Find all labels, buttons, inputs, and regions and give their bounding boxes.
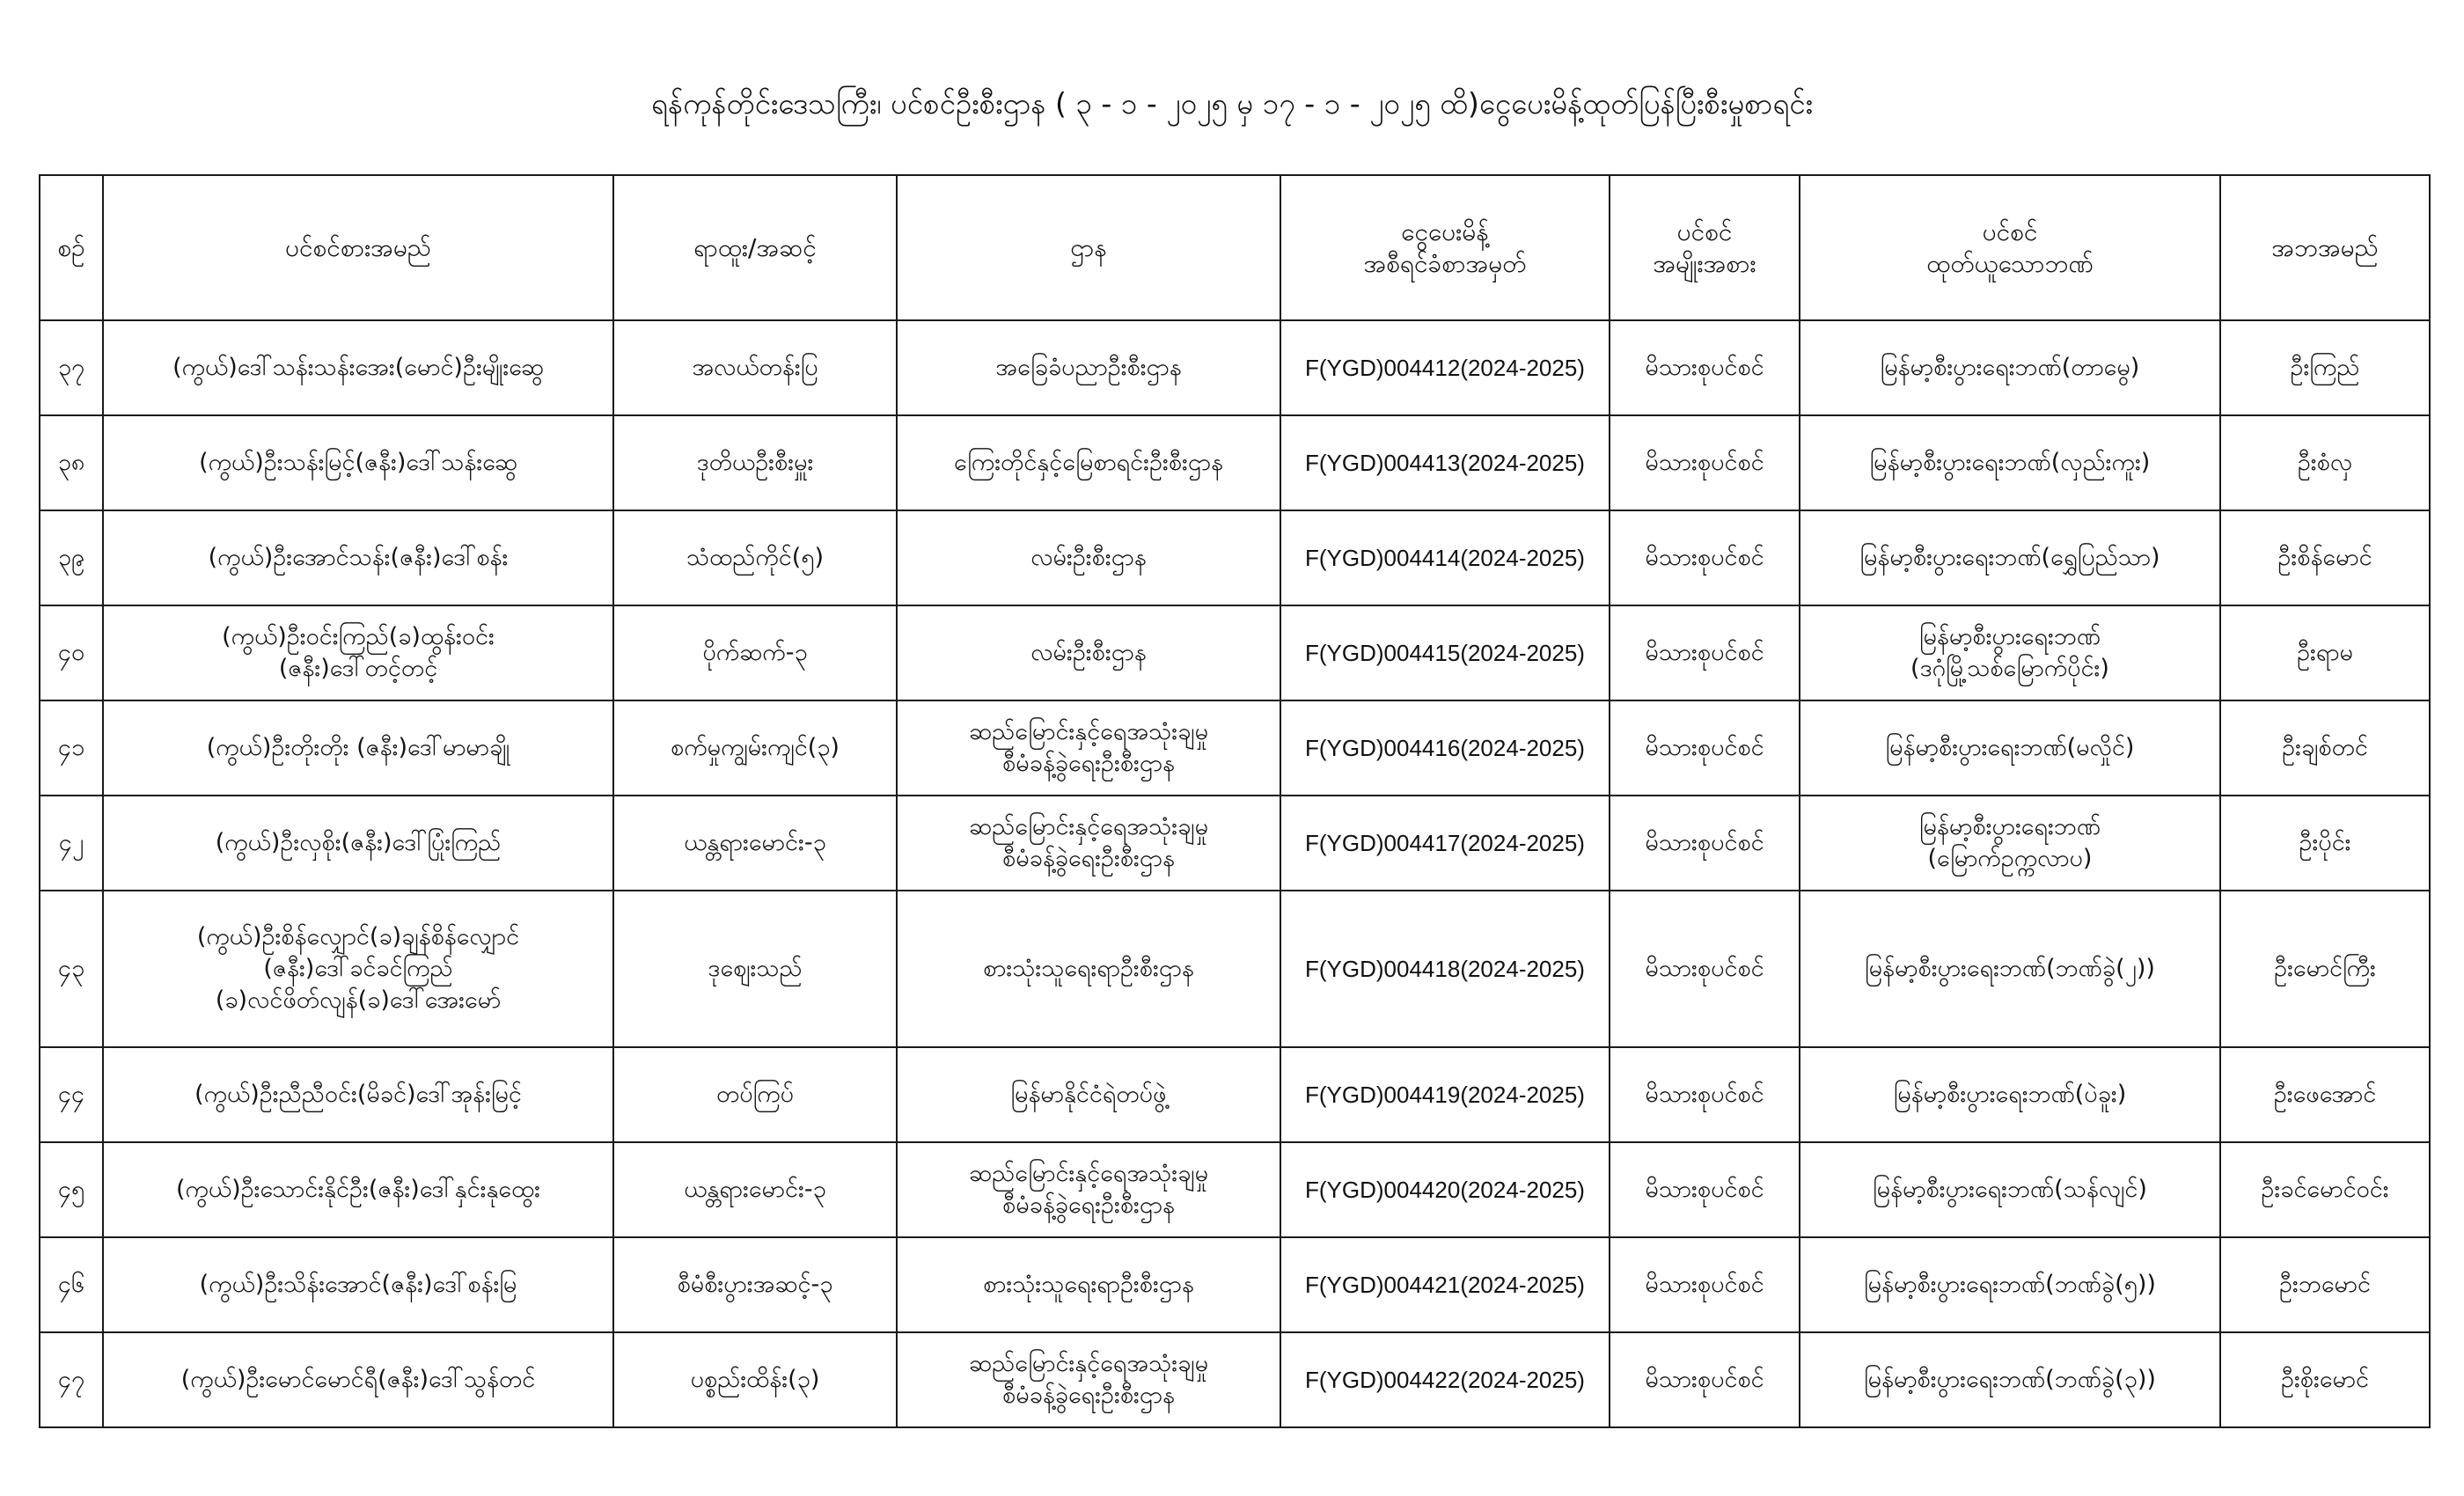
cell-line: ၄၂ [58,829,84,856]
cell-line: ပင်စင် [1982,216,2038,246]
cell-line: စားသုံးသူရေးရာဦးစီးဌာန [983,1271,1194,1298]
cell-line: (မြောက်ဥက္ကလာပ) [1927,845,2093,872]
cell-line: ပိုက်ဆက်-၃ [702,639,808,666]
cell-line: (ကွယ်)ဦးလှစိုး(ဇနီး)ဒေါ်ပြုံးကြည် [215,829,502,856]
cell-line: စီမံခန့်ခွဲရေးဦးစီးဌာန [1002,1192,1175,1219]
bank-cell [1800,1237,2220,1332]
father-name-cell [2220,1142,2430,1237]
bank-cell [1800,510,2220,605]
cell-line: ဦးရာမ [2297,639,2353,666]
cell-line: တပ်ကြပ် [715,1081,795,1108]
cell-line: ၄၆ [57,1271,85,1298]
cell-line: ပင်စင်စားအမည် [285,232,431,262]
payment-order-no-cell [1280,1237,1610,1332]
cell-line: (ကွယ်)ဦးသိန်းအောင်(ဇနီး)ဒေါ်စန်းမြ [199,1271,517,1298]
table-row [40,605,2430,700]
pension-type-cell [1610,891,1800,1047]
father-name-cell [2220,605,2430,700]
pension-type-cell [1610,1332,1800,1427]
payment-order-no-cell [1280,796,1610,891]
cell-line: (ကွယ်)ဦးညီညီဝင်း(မိခင်)ဒေါ်အုန်းမြင့် [194,1081,522,1108]
cell-line: မိသားစုပင်စင် [1645,354,1764,381]
cell-line: ၃၈ [57,449,85,476]
rank-cell [613,1047,897,1142]
bank-cell [1800,320,2220,415]
cell-line: ၄၅ [57,1176,85,1203]
father-name-cell [2220,796,2430,891]
cell-line: ဦးစံလှ [2297,449,2353,476]
header-rank [613,175,897,320]
cell-line: မိသားစုပင်စင် [1645,1176,1764,1203]
cell-line: (ကွယ်)ဦးစိန်လျှောင်(ခ)ချန်စိန်လျှောင် [196,923,520,950]
pensioner-name-cell [103,700,613,796]
pension-type-cell [1610,320,1800,415]
cell-line: မြန်မာ့စီးပွားရေးဘဏ်(ပဲခူး) [1893,1081,2127,1108]
father-name-cell [2220,700,2430,796]
cell-line: မိသားစုပင်စင် [1645,1271,1764,1298]
cell-line: မြန်မာ့စီးပွားရေးဘဏ်(ဘဏ်ခွဲ(၂)) [1865,955,2155,982]
cell-line: မြန်မာ့စီးပွားရေးဘဏ်(လှည်းကူး) [1869,449,2151,476]
page-title: ရန်ကုန်တိုင်းဒေသကြီး၊ ပင်စင်ဦးစီးဌာန ( ၃ - ၁ - ၂၀၂၅ မှ ၁၇ - ၁ - ၂၀၂၅ ထိ)ငွေပေးမိန့်ထုတ်ပြန်ပြီးစီးမှုစာရင်း [651,86,1813,121]
cell-line: ၃၉ [57,544,85,571]
cell-line: F(YGD)004419(2024-2025) [1305,1082,1585,1108]
bank-cell [1800,605,2220,700]
rank-cell [613,700,897,796]
cell-line: ဦးဖေအောင် [2273,1081,2377,1108]
department-cell [897,510,1280,605]
cell-line: စီမံစီးပွားအဆင့်-၃ [677,1271,833,1298]
cell-line: ၄၇ [57,1366,85,1393]
cell-line: F(YGD)004420(2024-2025) [1305,1177,1585,1203]
table-body [40,320,2430,1427]
cell-line: ၄၁ [57,734,85,761]
cell-line: မိသားစုပင်စင် [1645,829,1764,856]
pension-type-cell [1610,510,1800,605]
header-pensioner-name [103,175,613,320]
cell-line: စဉ် [57,232,85,262]
father-name-cell [2220,1237,2430,1332]
serial-no-cell [40,891,103,1047]
header-pension-type [1610,175,1800,320]
pension-type-cell [1610,605,1800,700]
cell-line: စီမံခန့်ခွဲရေးဦးစီးဌာန [1002,1382,1175,1409]
father-name-cell [2220,891,2430,1047]
cell-line: ၄၄ [57,1081,85,1108]
cell-line: F(YGD)004413(2024-2025) [1305,450,1585,476]
cell-line: ယန္တရားမောင်း-၃ [684,829,826,856]
table-row [40,1237,2430,1332]
cell-line: ပင်စင် [1676,216,1733,246]
serial-no-cell [40,320,103,415]
bank-cell [1800,796,2220,891]
pensioner-name-cell [103,415,613,510]
rank-cell [613,1332,897,1427]
cell-line: မြန်မာ့စီးပွားရေးဘဏ်(ဘဏ်ခွဲ(၃)) [1864,1366,2156,1393]
serial-no-cell [40,510,103,605]
cell-line: ဆည်မြောင်းနှင့်ရေအသုံးချမှု [968,718,1208,745]
payment-order-no-cell [1280,1142,1610,1237]
cell-line: လမ်းဦးစီးဌာန [1030,639,1147,666]
rank-cell [613,891,897,1047]
rank-cell [613,1142,897,1237]
bank-cell [1800,1332,2220,1427]
table-row [40,796,2430,891]
cell-line: အလယ်တန်းပြ [692,354,818,381]
cell-line: လမ်းဦးစီးဌာန [1030,544,1147,571]
cell-line: ဦးကြည် [2290,354,2360,381]
payment-order-no-cell [1280,320,1610,415]
department-cell [897,605,1280,700]
cell-line: F(YGD)004421(2024-2025) [1305,1272,1585,1298]
cell-line: ကြေးတိုင်နှင့်မြေစာရင်းဦးစီးဌာန [954,449,1223,476]
cell-line: (ဇနီး)ဒေါ်တင့်တင့် [278,655,438,682]
table-header-row [40,175,2430,320]
cell-line: ဆည်မြောင်းနှင့်ရေအသုံးချမှု [968,813,1208,840]
cell-line: မြန်မာ့စီးပွားရေးဘဏ်(တာမွေ) [1880,354,2140,381]
cell-line: မြန်မာ့စီးပွားရေးဘဏ်(ရွှေပြည်သာ) [1859,544,2160,571]
cell-line: ဆည်မြောင်းနှင့်ရေအသုံးချမှု [968,1350,1208,1377]
cell-line: မိသားစုပင်စင် [1645,734,1764,761]
bank-cell [1800,415,2220,510]
cell-line: မိသားစုပင်စင် [1645,544,1764,571]
header-bank [1800,175,2220,320]
cell-line: မြန်မာ့စီးပွားရေးဘဏ်(ဘဏ်ခွဲ(၅)) [1864,1271,2156,1298]
cell-line: F(YGD)004418(2024-2025) [1305,956,1585,982]
rank-cell [613,796,897,891]
cell-line: ဒုတိယဦးစီးမှူး [696,449,814,476]
payment-order-no-cell [1280,605,1610,700]
cell-line: မိသားစုပင်စင် [1645,1081,1764,1108]
bank-cell [1800,1047,2220,1142]
department-cell [897,1237,1280,1332]
payment-order-no-cell [1280,891,1610,1047]
cell-line: အမျိုးအစား [1653,248,1756,278]
cell-line: မြန်မာ့စီးပွားရေးဘဏ် [1918,813,2101,840]
payment-order-no-cell [1280,1332,1610,1427]
cell-line: ထုတ်ယူသောဘဏ် [1926,248,2094,278]
pensioner-name-cell [103,1332,613,1427]
cell-line: (ကွယ်)ဦးဝင်းကြည်(ခ)ထွန်းဝင်း [222,623,495,650]
pension-type-cell [1610,1237,1800,1332]
table-row [40,1332,2430,1427]
header-serial-no [40,175,103,320]
serial-no-cell [40,1047,103,1142]
cell-line: F(YGD)004422(2024-2025) [1305,1367,1585,1393]
cell-line: မြန်မာ့စီးပွားရေးဘဏ် [1918,623,2101,650]
cell-line: (ကွယ်)ဦးသန်းမြင့်(ဇနီး)ဒေါ်သန်းဆွေ [199,449,517,476]
pensioner-name-cell [103,510,613,605]
cell-line: အဘအမည် [2271,232,2379,262]
cell-line: အခြေခံပညာဦးစီးဌာန [995,354,1182,381]
cell-line: စီမံခန့်ခွဲရေးဦးစီးဌာန [1002,750,1175,777]
table-row [40,415,2430,510]
pensioner-name-cell [103,1237,613,1332]
cell-line: မိသားစုပင်စင် [1645,955,1764,982]
cell-line: ဦးချစ်တင် [2282,734,2368,761]
rank-cell [613,1237,897,1332]
pensioner-name-cell [103,605,613,700]
serial-no-cell [40,605,103,700]
cell-line: ဦးစိုးမောင် [2280,1366,2370,1393]
department-cell [897,1332,1280,1427]
department-cell [897,891,1280,1047]
rank-cell [613,510,897,605]
payment-order-no-cell [1280,415,1610,510]
pension-type-cell [1610,700,1800,796]
table-row [40,320,2430,415]
table-row [40,1142,2430,1237]
cell-line: (ကွယ်)ဒေါ်သန်းသန်းအေး(မောင်)ဦးမျိုးဆွေ [172,354,544,381]
table-row [40,891,2430,1047]
cell-line: ရာထူး/အဆင့် [693,232,817,262]
payment-order-no-cell [1280,700,1610,796]
cell-line: (ကွယ်)ဦးတိုးတိုး (ဇနီး)ဒေါ်မာမာချို [206,734,510,761]
bank-cell [1800,891,2220,1047]
table-row [40,1047,2430,1142]
table-row [40,700,2430,796]
rank-cell [613,605,897,700]
cell-line: မိသားစုပင်စင် [1645,1366,1764,1393]
bank-cell [1800,700,2220,796]
cell-line: F(YGD)004416(2024-2025) [1305,735,1585,761]
cell-line: (ဇနီး)ဒေါ်ခင်ခင်ကြည် [263,955,453,982]
father-name-cell [2220,1332,2430,1427]
rank-cell [613,320,897,415]
cell-line: ဦးမောင်ကြီး [2274,955,2376,982]
cell-line: ဒုစျေးသည် [708,955,803,982]
table-row [40,510,2430,605]
cell-line: မိသားစုပင်စင် [1645,639,1764,666]
cell-line: ၄၃ [57,955,85,982]
cell-line: မိသားစုပင်စင် [1645,449,1764,476]
serial-no-cell [40,796,103,891]
cell-line: ဌာန [1070,232,1107,262]
department-cell [897,796,1280,891]
department-cell [897,415,1280,510]
cell-line: F(YGD)004417(2024-2025) [1305,830,1585,856]
cell-line: ပစ္စည်းထိန်း(၃) [690,1366,820,1393]
cell-line: ငွေပေးမိန့် [1401,216,1489,246]
cell-line: F(YGD)004412(2024-2025) [1305,355,1585,381]
pensioner-name-cell [103,891,613,1047]
cell-line: အစီရင်ခံစာအမှတ် [1363,248,1527,278]
department-cell [897,320,1280,415]
cell-line: ဦးပိုင်း [2299,829,2351,856]
cell-line: ယန္တရားမောင်း-၃ [684,1176,826,1203]
header-payment-order-no [1280,175,1610,320]
cell-line: (ခ)လင်ဖိတ်လျန်(ခ)ဒေါ်အေးမော် [215,986,502,1014]
cell-line: ဦးစိန်မောင် [2277,544,2372,571]
cell-line: (ကွယ်)ဦးအောင်သန်း(ဇနီး)ဒေါ်စန်း [208,544,509,571]
father-name-cell [2220,1047,2430,1142]
pension-type-cell [1610,796,1800,891]
department-cell [897,1142,1280,1237]
pensioner-name-cell [103,796,613,891]
cell-line: F(YGD)004414(2024-2025) [1305,545,1585,571]
pension-type-cell [1610,415,1800,510]
pension-payment-table [39,174,2431,1428]
header-department [897,175,1280,320]
cell-line: မြန်မာနိုင်ငံရဲတပ်ဖွဲ့ [1010,1081,1167,1108]
rank-cell [613,415,897,510]
father-name-cell [2220,510,2430,605]
cell-line: (ကွယ်)ဦးသောင်းနိုင်ဦး(ဇနီး)ဒေါ်နှင်းနုထွေး [175,1176,541,1203]
cell-line: မြန်မာ့စီးပွားရေးဘဏ်(မလှိုင်) [1885,734,2135,761]
father-name-cell [2220,415,2430,510]
pension-type-cell [1610,1142,1800,1237]
father-name-cell [2220,320,2430,415]
pensioner-name-cell [103,1047,613,1142]
pensioner-name-cell [103,320,613,415]
cell-line: (ကွယ်)ဦးမောင်မောင်ရီ(ဇနီး)ဒေါ်သွန်တင် [180,1366,536,1393]
cell-line: မြန်မာ့စီးပွားရေးဘဏ်(သန်လျင်) [1873,1176,2147,1203]
bank-cell [1800,1142,2220,1237]
cell-line: ၄၀ [57,639,85,666]
cell-line: သံထည်ကိုင်(၅) [686,544,824,571]
cell-line: ဦးဘမောင် [2279,1271,2371,1298]
cell-line: စက်မှုကျွမ်းကျင်(၃) [671,734,840,761]
header-father-name [2220,175,2430,320]
serial-no-cell [40,700,103,796]
cell-line: F(YGD)004415(2024-2025) [1305,640,1585,666]
cell-line: ဆည်မြောင်းနှင့်ရေအသုံးချမှု [968,1160,1208,1187]
serial-no-cell [40,415,103,510]
serial-no-cell [40,1237,103,1332]
payment-order-no-cell [1280,510,1610,605]
cell-line: ဦးခင်မောင်ဝင်း [2261,1176,2389,1203]
payment-order-no-cell [1280,1047,1610,1142]
cell-line: (ဒဂုံမြို့သစ်မြောက်ပိုင်း) [1910,655,2109,682]
cell-line: ၃၇ [57,354,85,381]
department-cell [897,1047,1280,1142]
serial-no-cell [40,1332,103,1427]
department-cell [897,700,1280,796]
pensioner-name-cell [103,1142,613,1237]
cell-line: စားသုံးသူရေးရာဦးစီးဌာန [983,955,1194,982]
cell-line: စီမံခန့်ခွဲရေးဦးစီးဌာန [1002,845,1175,872]
serial-no-cell [40,1142,103,1237]
pension-type-cell [1610,1047,1800,1142]
